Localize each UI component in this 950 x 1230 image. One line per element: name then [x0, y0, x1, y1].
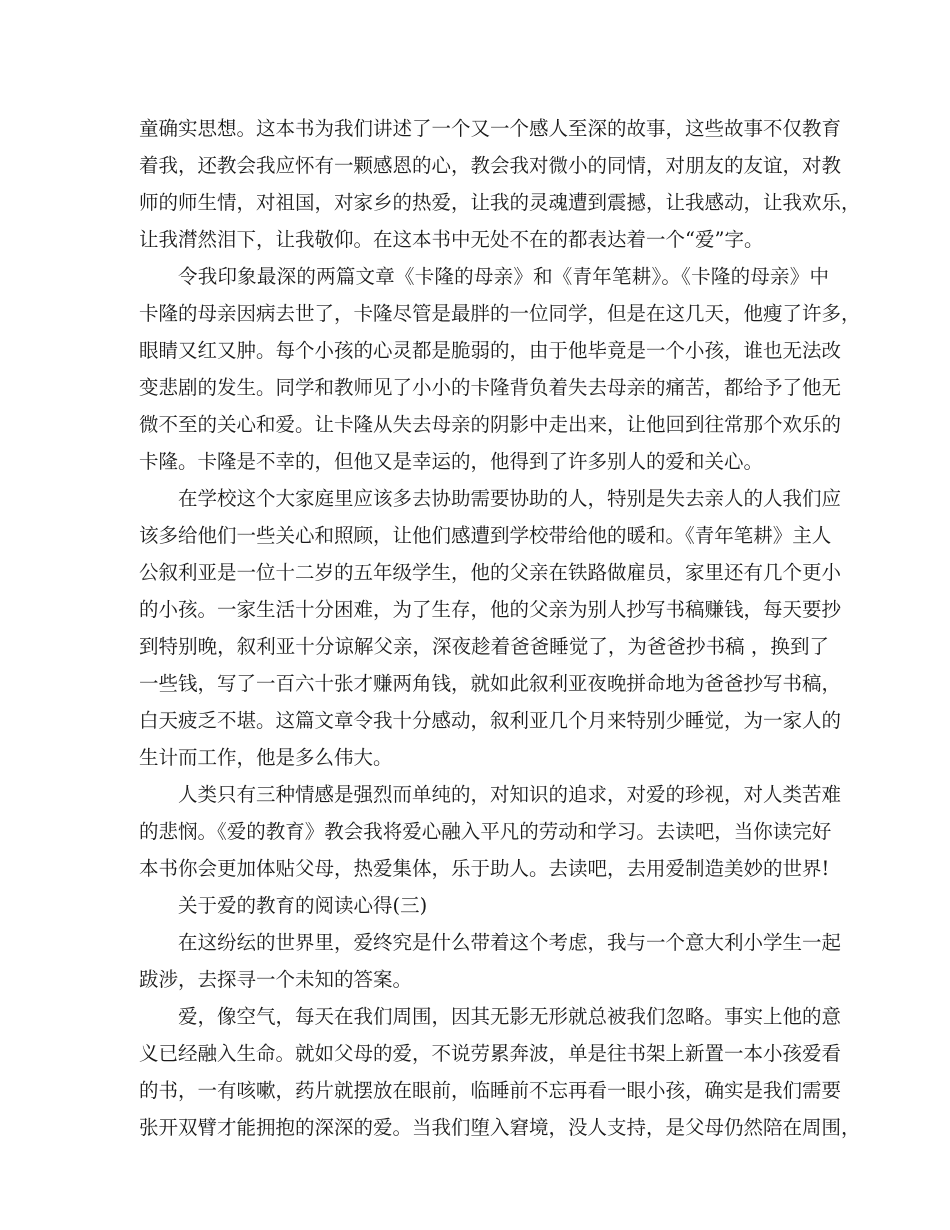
- text-line: 到特别晚，叙利亚十分谅解父亲，深夜趁着爸爸睡觉了，为爸爸抄书稿 ，换到了: [139, 635, 829, 658]
- text-line: 白天疲乏不堪。这篇文章令我十分感动，叙利亚几个月来特别少睡觉，为一家人的: [139, 709, 842, 732]
- text-line: 一些钱，写了一百六十张才赚两角钱，就如此叙利亚夜晚拼命地为爸爸抄写书稿，: [139, 672, 842, 695]
- text-line: 卡隆的母亲因病去世了，卡隆尽管是最胖的一位同学，但是在这几天，他瘦了许多，: [139, 302, 861, 325]
- text-line: 张开双臂才能拥抱的深深的爱。当我们堕入窘境，没人支持，是父母仍然陪在周围，: [139, 1116, 861, 1139]
- paragraph-start-line: 在这纷纭的世界里，爱终究是什么带着这个考虑，我与一个意大利小学生一起: [178, 931, 842, 954]
- text-line: 生计而工作，他是多么伟大。: [139, 746, 393, 769]
- paragraph-start-line: 在学校这个大家庭里应该多去协助需要协助的人，特别是失去亲人的人我们应: [178, 487, 842, 510]
- paragraph-start-line: 人类只有三种情感是强烈而单纯的，对知识的追求，对爱的珍视，对人类苦难: [178, 783, 842, 806]
- text-line: 的书，一有咳嗽，药片就摆放在眼前，临睡前不忘再看一眼小孩，确实是我们需要: [139, 1079, 842, 1102]
- text-line: 的小孩。一家生活十分困难，为了生存，他的父亲为别人抄写书稿赚钱，每天要抄: [139, 598, 842, 621]
- text-line: 微不至的关心和爱。让卡隆从失去母亲的阴影中走出来，让他回到往常那个欢乐的: [139, 413, 842, 436]
- section-heading: 关于爱的教育的阅读心得(三): [178, 894, 428, 917]
- text-line: 着我，还教会我应怀有一颗感恩的心，教会我对微小的同情，对朋友的友谊，对教: [139, 154, 842, 177]
- text-line: 变悲剧的发生。同学和教师见了小小的卡隆背负着失去母亲的痛苦，都给予了他无: [139, 376, 842, 399]
- text-line: 该多给他们一些关心和照顾，让他们感遭到学校带给他的暖和。《青年笔耕》主人: [139, 524, 832, 547]
- text-line: 跋涉，去探寻一个未知的答案。: [139, 968, 413, 991]
- text-line: 的悲悯。《爱的教育》教会我将爱心融入平凡的劳动和学习。去读吧，当你读完好: [139, 820, 832, 843]
- text-line: 师的师生情，对祖国，对家乡的热爱，让我的灵魂遭到震撼，让我感动，让我欢乐，: [139, 191, 861, 214]
- text-line: 公叙利亚是一位十二岁的五年级学生，他的父亲在铁路做雇员，家里还有几个更小: [139, 561, 842, 584]
- text-line: 本书你会更加体贴父母，热爱集体，乐于助人。去读吧，去用爱制造美妙的世界!: [139, 857, 830, 880]
- text-line: 卡隆。卡隆是不幸的，但他又是幸运的，他得到了许多别人的爱和关心。: [139, 450, 764, 473]
- document-body: [139, 110, 861, 1146]
- text-line: 童确实思想。这本书为我们讲述了一个又一个感人至深的故事，这些故事不仅教育: [139, 117, 842, 140]
- text-line: 让我潸然泪下，让我敬仰。在这本书中无处不在的都表达着一个“爱”字。: [139, 228, 764, 251]
- text-line: 眼睛又红又肿。每个小孩的心灵都是脆弱的，由于他毕竟是一个小孩，谁也无法改: [139, 339, 842, 362]
- text-line: 义已经融入生命。就如父母的爱，不说劳累奔波，单是往书架上新置一本小孩爱看: [139, 1042, 842, 1065]
- paragraph-start-line: 爱，像空气，每天在我们周围，因其无影无形就总被我们忽略。事实上他的意: [178, 1005, 842, 1028]
- paragraph-start-line: 令我印象最深的两篇文章《卡隆的母亲》和《青年笔耕》。《卡隆的母亲》中: [178, 265, 829, 288]
